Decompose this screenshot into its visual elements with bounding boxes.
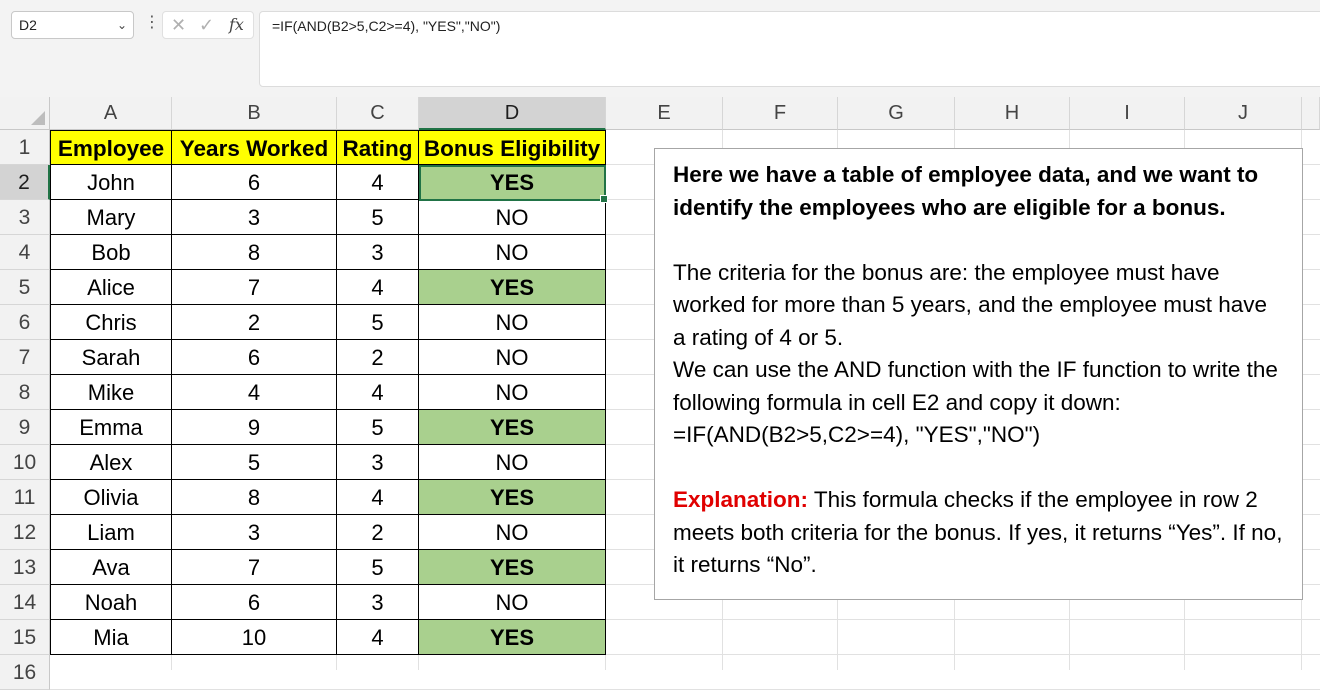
bonus-cell[interactable]: YES xyxy=(419,270,606,305)
years-cell[interactable]: 3 xyxy=(172,515,337,550)
textbox-formula: =IF(AND(B2>5,C2>=4), "YES","NO") xyxy=(673,422,1041,447)
row-header-3[interactable]: 3 xyxy=(0,200,50,235)
employee-cell[interactable]: Mary xyxy=(50,200,172,235)
confirm-icon[interactable]: ✓ xyxy=(199,15,215,35)
column-header-c[interactable]: C xyxy=(337,97,419,130)
select-all-corner[interactable] xyxy=(0,97,50,130)
row-header-6[interactable]: 6 xyxy=(0,305,50,340)
rating-cell[interactable]: 3 xyxy=(337,445,419,480)
employee-cell[interactable]: Ava xyxy=(50,550,172,585)
cancel-icon[interactable]: ✕ xyxy=(171,15,187,35)
employee-cell[interactable]: Mia xyxy=(50,620,172,655)
fill-handle[interactable] xyxy=(600,195,608,203)
name-box-value: D2 xyxy=(19,17,37,33)
column-header-d[interactable]: D xyxy=(419,97,606,130)
rating-cell[interactable]: 4 xyxy=(337,480,419,515)
bonus-cell[interactable]: YES xyxy=(419,410,606,445)
row-header-8[interactable]: 8 xyxy=(0,375,50,410)
formula-buttons xyxy=(162,11,254,39)
column-header-h[interactable]: H xyxy=(955,97,1070,130)
bonus-cell[interactable]: NO xyxy=(419,305,606,340)
row-header-9[interactable]: 9 xyxy=(0,410,50,445)
textbox-intro: Here we have a table of employee data, and we want to identify the employees who are eligible for a bonus. xyxy=(673,162,1259,220)
column-header-filler xyxy=(1302,97,1320,130)
rating-cell[interactable]: 4 xyxy=(337,375,419,410)
more-options-icon[interactable]: ⋮ xyxy=(144,14,160,31)
row-header-10[interactable]: 10 xyxy=(0,445,50,480)
rating-cell[interactable]: 4 xyxy=(337,165,419,200)
employee-cell[interactable]: Noah xyxy=(50,585,172,620)
row-header-13[interactable]: 13 xyxy=(0,550,50,585)
name-box[interactable] xyxy=(11,11,134,39)
insert-function-icon[interactable]: fx xyxy=(229,15,244,34)
employee-cell[interactable]: Liam xyxy=(50,515,172,550)
years-cell[interactable]: 7 xyxy=(172,270,337,305)
rating-cell[interactable]: 5 xyxy=(337,410,419,445)
chevron-down-icon[interactable]: ⌄ xyxy=(116,18,127,32)
years-cell[interactable]: 5 xyxy=(172,445,337,480)
bonus-cell[interactable]: NO xyxy=(419,375,606,410)
column-header-f[interactable]: F xyxy=(723,97,838,130)
formula-bar xyxy=(0,0,1320,97)
bonus-cell[interactable]: NO xyxy=(419,445,606,480)
employee-cell[interactable]: Mike xyxy=(50,375,172,410)
active-cell-outline xyxy=(419,165,606,201)
rating-cell[interactable]: 2 xyxy=(337,340,419,375)
bonus-cell[interactable]: YES xyxy=(419,550,606,585)
row-header-2[interactable]: 2 xyxy=(0,165,50,200)
years-cell[interactable]: 9 xyxy=(172,410,337,445)
row-header-14[interactable]: 14 xyxy=(0,585,50,620)
years-cell[interactable]: 8 xyxy=(172,480,337,515)
rating-cell[interactable]: 4 xyxy=(337,620,419,655)
bonus-cell[interactable]: NO xyxy=(419,340,606,375)
row-header-16[interactable]: 16 xyxy=(0,655,50,690)
employee-cell[interactable]: Olivia xyxy=(50,480,172,515)
years-cell[interactable]: 3 xyxy=(172,200,337,235)
rating-cell[interactable]: 4 xyxy=(337,270,419,305)
bonus-cell[interactable]: YES xyxy=(419,480,606,515)
years-cell[interactable]: 7 xyxy=(172,550,337,585)
header-cell[interactable]: Rating xyxy=(337,130,419,165)
employee-cell[interactable]: Emma xyxy=(50,410,172,445)
years-cell[interactable]: 6 xyxy=(172,340,337,375)
header-cell[interactable]: Bonus Eligibility xyxy=(419,130,606,165)
column-header-g[interactable]: G xyxy=(838,97,955,130)
row-header-4[interactable]: 4 xyxy=(0,235,50,270)
employee-cell[interactable]: John xyxy=(50,165,172,200)
years-cell[interactable]: 6 xyxy=(172,585,337,620)
bonus-cell[interactable]: YES xyxy=(419,165,606,200)
employee-cell[interactable]: Sarah xyxy=(50,340,172,375)
bonus-cell[interactable]: NO xyxy=(419,515,606,550)
rating-cell[interactable]: 3 xyxy=(337,235,419,270)
rating-cell[interactable]: 2 xyxy=(337,515,419,550)
years-cell[interactable]: 10 xyxy=(172,620,337,655)
row-header-5[interactable]: 5 xyxy=(0,270,50,305)
formula-input[interactable]: =IF(AND(B2>5,C2>=4), "YES","NO") xyxy=(259,11,1320,87)
employee-cell[interactable]: Alice xyxy=(50,270,172,305)
years-cell[interactable]: 2 xyxy=(172,305,337,340)
column-header-a[interactable]: A xyxy=(50,97,172,130)
column-header-e[interactable]: E xyxy=(606,97,723,130)
header-cell[interactable]: Years Worked xyxy=(172,130,337,165)
row-header-12[interactable]: 12 xyxy=(0,515,50,550)
bonus-cell[interactable]: NO xyxy=(419,200,606,235)
column-header-i[interactable]: I xyxy=(1070,97,1185,130)
explanation-text: This formula checks if the employee in row 2 meets both criteria for the bonus. If yes, it returns “Yes”. If no, it returns “No”. xyxy=(673,487,1283,577)
years-cell[interactable]: 4 xyxy=(172,375,337,410)
textbox-criteria: The criteria for the bonus are: the employee must have worked for more than 5 years, and the employee must have a rating of 4 or 5. xyxy=(673,259,1268,350)
years-cell[interactable]: 8 xyxy=(172,235,337,270)
bonus-cell[interactable]: NO xyxy=(419,235,606,270)
employee-cell[interactable]: Bob xyxy=(50,235,172,270)
textbox-explanation xyxy=(673,484,1284,582)
rating-cell[interactable]: 5 xyxy=(337,200,419,235)
row-header-1[interactable]: 1 xyxy=(0,130,50,165)
years-cell[interactable]: 6 xyxy=(172,165,337,200)
rating-cell[interactable]: 5 xyxy=(337,550,419,585)
explanation-label: Explanation: xyxy=(673,487,809,512)
header-cell[interactable]: Employee xyxy=(50,130,172,165)
employee-cell[interactable]: Alex xyxy=(50,445,172,480)
rating-cell[interactable]: 3 xyxy=(337,585,419,620)
textbox-usage: We can use the AND function with the IF function to write the following formula in cell E2 and copy it down: xyxy=(673,357,1278,415)
row-header-11[interactable]: 11 xyxy=(0,480,50,515)
bonus-cell[interactable]: YES xyxy=(419,620,606,655)
rating-cell[interactable]: 5 xyxy=(337,305,419,340)
row-header-15[interactable]: 15 xyxy=(0,620,50,655)
employee-cell[interactable]: Chris xyxy=(50,305,172,340)
explanation-textbox[interactable] xyxy=(654,148,1303,600)
column-header-b[interactable]: B xyxy=(172,97,337,130)
column-header-j[interactable]: J xyxy=(1185,97,1302,130)
bonus-cell[interactable]: NO xyxy=(419,585,606,620)
row-header-7[interactable]: 7 xyxy=(0,340,50,375)
